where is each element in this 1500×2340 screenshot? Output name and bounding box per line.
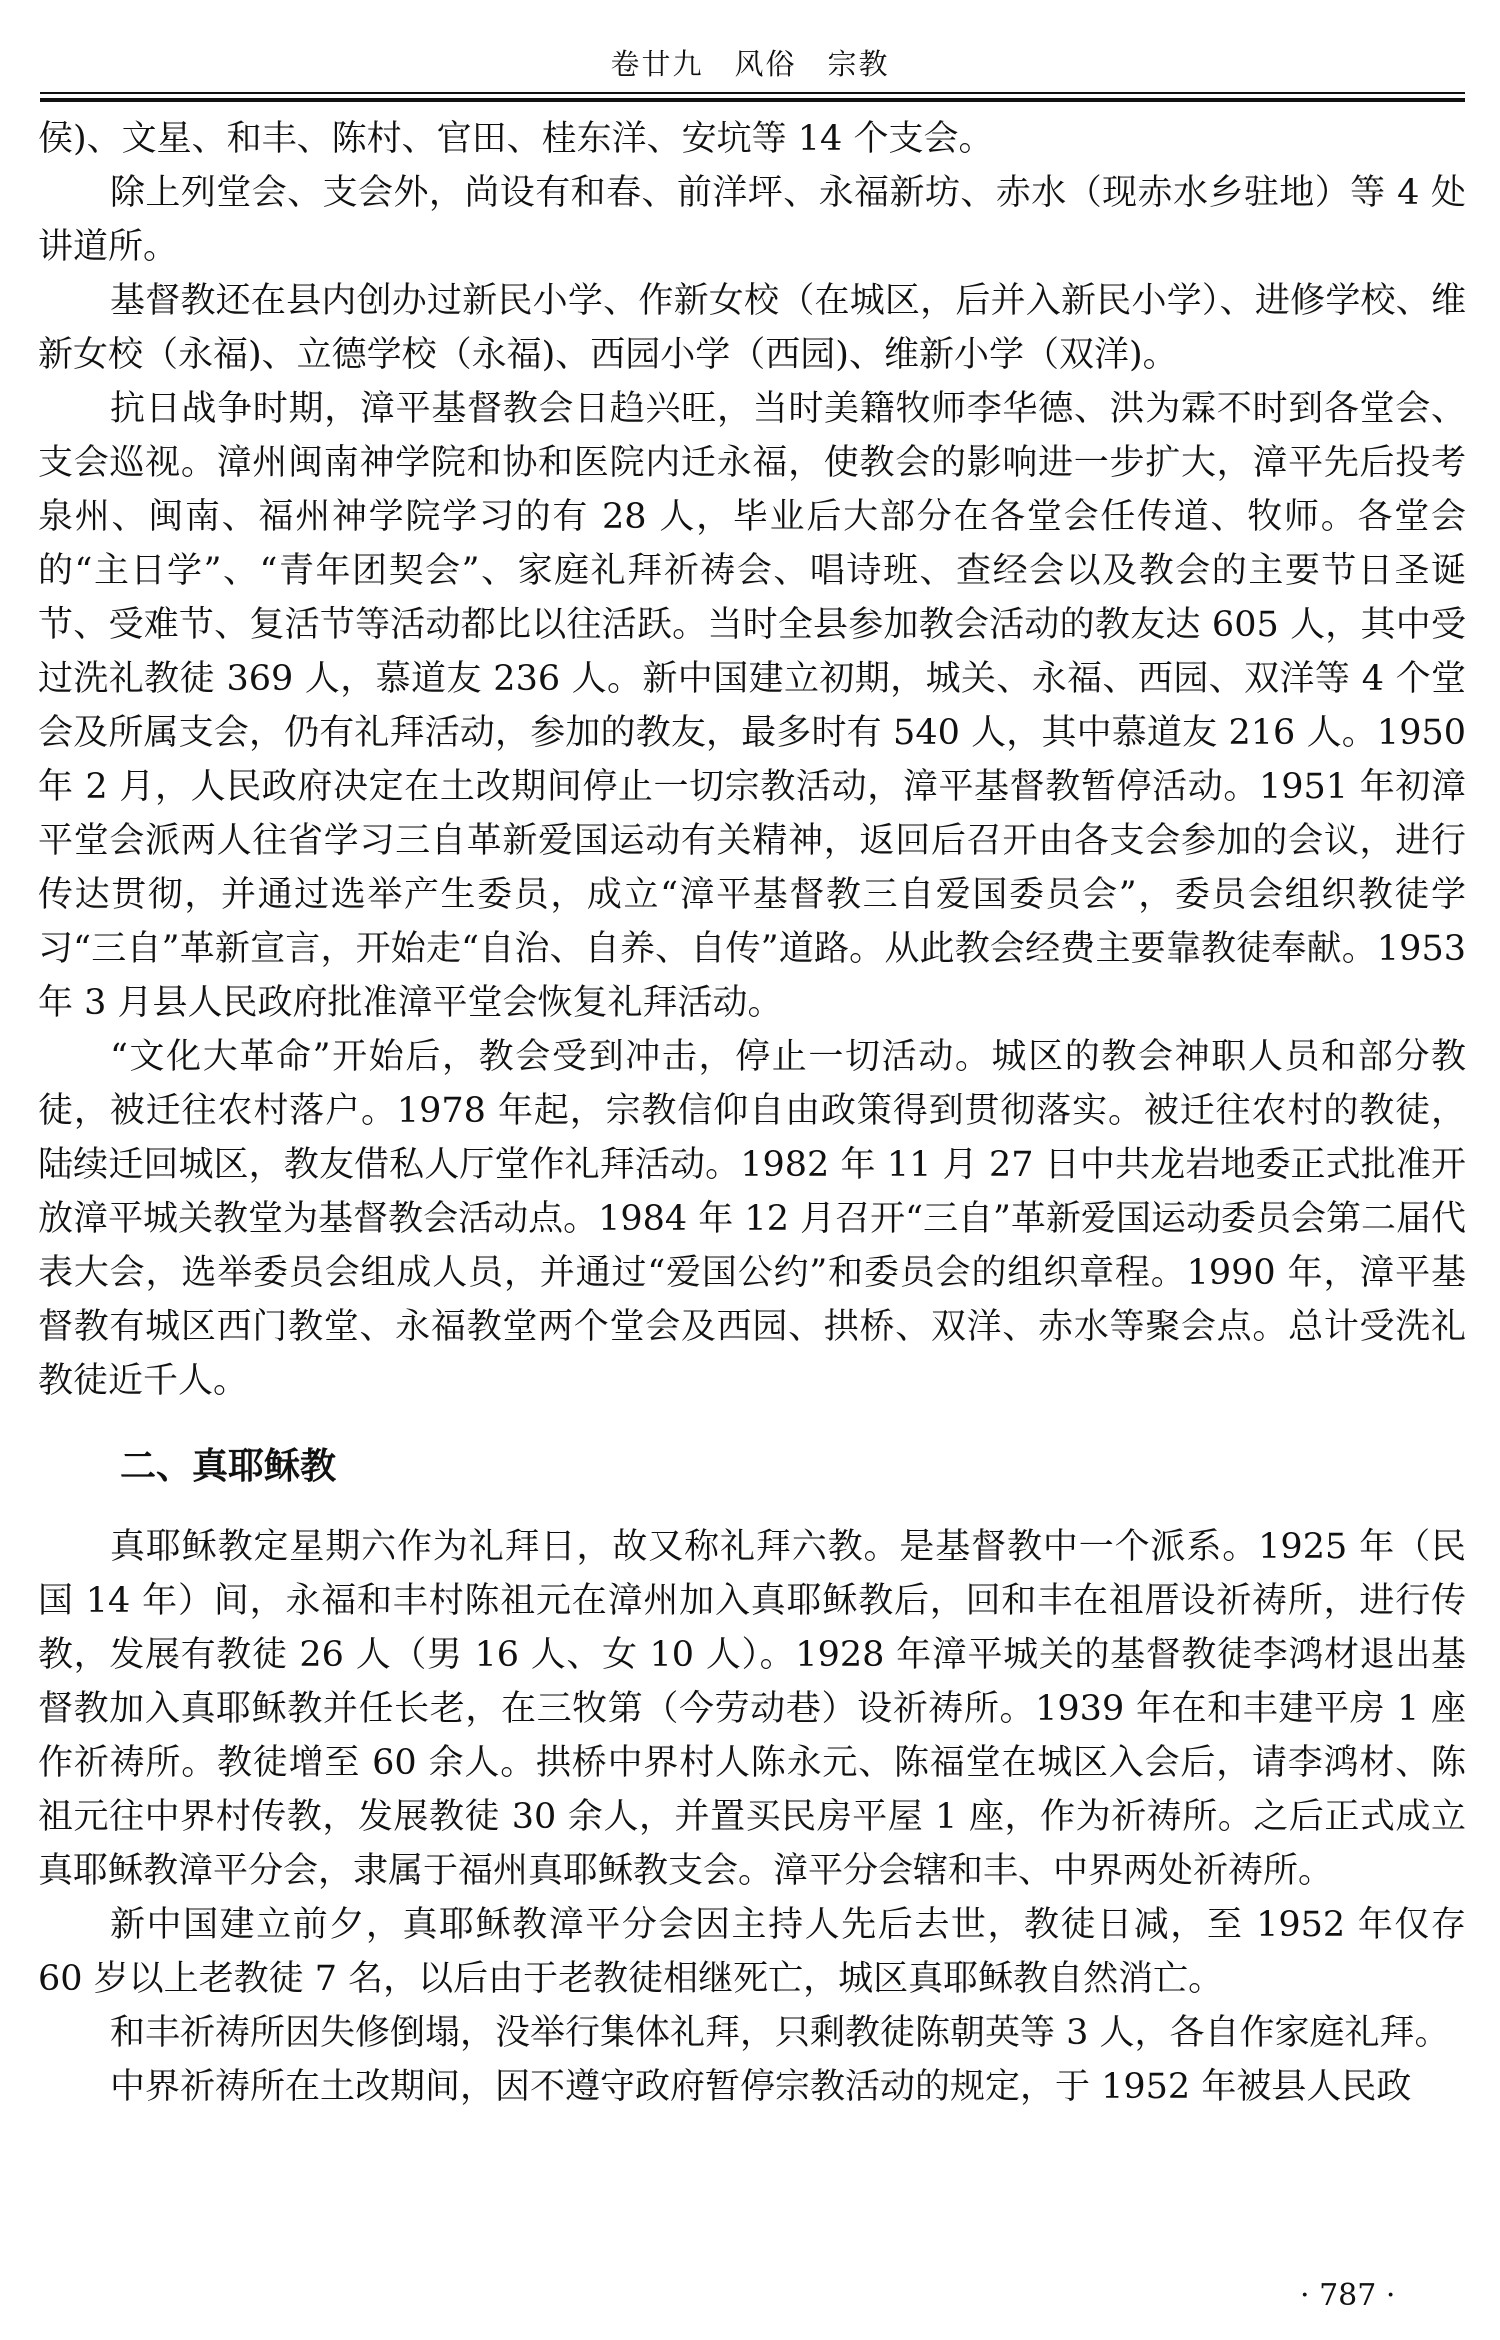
- paragraph: 基督教还在县内创办过新民小学、作新女校（在城区，后并入新民小学）、进修学校、维新女校（永福)、立德学校（永福)、西园小学（西园)、维新小学（双洋)。: [38, 281, 1466, 375]
- paragraph: 除上列堂会、支会外，尚设有和春、前洋坪、永福新坊、赤水（现赤水乡驻地）等 4 处讲道所。: [38, 173, 1466, 267]
- page-body: [38, 112, 1466, 2114]
- paragraph: “文化大革命”开始后，教会受到冲击，停止一切活动。城区的教会神职人员和部分教徒，被迁往农村落户。1978 年起，宗教信仰自由政策得到贯彻落实。被迁往农村的教徒，陆续迁回城区，教友借私人厅堂作礼拜活动。1982 年 11 月 27 日中共龙岩地委正式批准开放漳平城关教堂为基督教会活动点。1984 年 12 月召开“三自”革新爱国运动委员会第二届代表大会，选举委员会组成人员，并通过“爱国公约”和委员会的组织章程。1990 年，漳平基督教有城区西门教堂、永福教堂两个堂会及西园、拱桥、双洋、赤水等聚会点。总计受洗礼教徒近千人。: [38, 1037, 1466, 1401]
- paragraph: 新中国建立前夕，真耶稣教漳平分会因主持人先后去世，教徒日减，至 1952 年仅存 60 岁以上老教徒 7 名，以后由于老教徒相继死亡，城区真耶稣教自然消亡。: [38, 1905, 1466, 1999]
- section-heading: 二、真耶稣教: [120, 1446, 337, 1487]
- paragraph: 中界祈祷所在土改期间，因不遵守政府暂停宗教活动的规定，于 1952 年被县人民政: [110, 2067, 1412, 2107]
- running-header: 卷廿九 风俗 宗教: [610, 47, 890, 81]
- page-number: · 787 ·: [1300, 2278, 1396, 2313]
- header-rule-thin: [40, 92, 1465, 94]
- paragraph: 真耶稣教定星期六作为礼拜日，故又称礼拜六教。是基督教中一个派系。1925 年（民国 14 年）间，永福和丰村陈祖元在漳州加入真耶稣教后，回和丰在祖厝设祈祷所，进行传教，发展有教徒 26 人（男 16 人、女 10 人）。1928 年漳平城关的基督教徒李鸿材退出基督教加入真耶稣教并任长老，在三牧第（今劳动巷）设祈祷所。1939 年在和丰建平房 1 座作祈祷所。教徒增至 60 余人。拱桥中界村人陈永元、陈福堂在城区入会后，请李鸿材、陈祖元往中界村传教，发展教徒 30 余人，并置买民房平屋 1 座，作为祈祷所。之后正式成立真耶稣教漳平分会，隶属于福州真耶稣教支会。漳平分会辖和丰、中界两处祈祷所。: [38, 1527, 1466, 1891]
- paragraph: 和丰祈祷所因失修倒塌，没举行集体礼拜，只剩教徒陈朝英等 3 人，各自作家庭礼拜。: [110, 2013, 1450, 2053]
- paragraph-continued: 侯)、文星、和丰、陈村、官田、桂东洋、安坑等 14 个支会。: [38, 119, 994, 159]
- header-rule-thick: [40, 98, 1465, 102]
- paragraph: 抗日战争时期，漳平基督教会日趋兴旺，当时美籍牧师李华德、洪为霖不时到各堂会、支会巡视。漳州闽南神学院和协和医院内迁永福，使教会的影响进一步扩大，漳平先后投考泉州、闽南、福州神学院学习的有 28 人，毕业后大部分在各堂会任传道、牧师。各堂会的“主日学”、“青年团契会”、家庭礼拜祈祷会、唱诗班、查经会以及教会的主要节日圣诞节、受难节、复活节等活动都比以往活跃。当时全县参加教会活动的教友达 605 人，其中受过洗礼教徒 369 人，慕道友 236 人。新中国建立初期，城关、永福、西园、双洋等 4 个堂会及所属支会，仍有礼拜活动，参加的教友，最多时有 540 人，其中慕道友 216 人。1950 年 2 月，人民政府决定在土改期间停止一切宗教活动，漳平基督教暂停活动。1951 年初漳平堂会派两人往省学习三自革新爱国运动有关精神，返回后召开由各支会参加的会议，进行传达贯彻，并通过选举产生委员，成立“漳平基督教三自爱国委员会”，委员会组织教徒学习“三自”革新宣言，开始走“自治、自养、自传”道路。从此教会经费主要靠教徒奉献。1953 年 3 月县人民政府批准漳平堂会恢复礼拜活动。: [38, 389, 1466, 1023]
